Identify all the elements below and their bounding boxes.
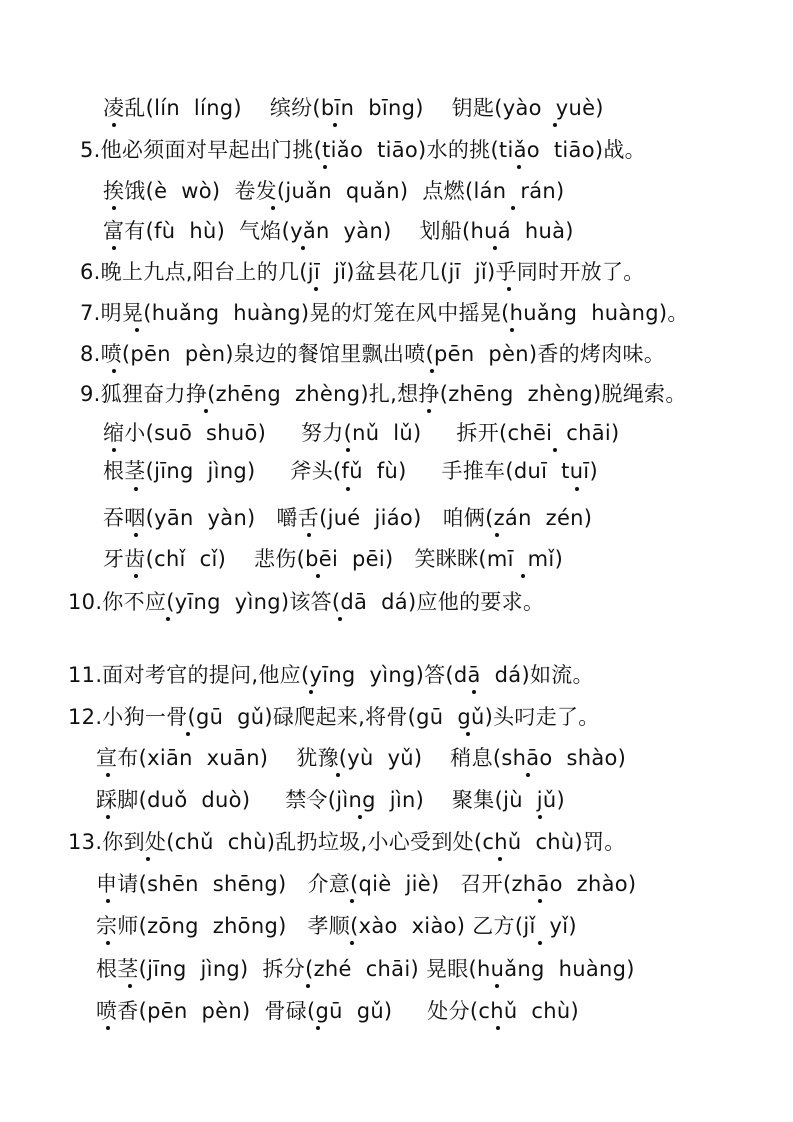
line-13: 10.你不应(yīng yìng)该答(dā dá)应他的要求。 [68,590,545,614]
line-3: 挨饿(è wò) 卷发(juǎn quǎn) 点燃(lán rán) [103,179,565,203]
emphasis-dot [496,1026,500,1030]
emphasis-dot [314,287,318,291]
emphasis-dot [553,448,557,452]
emphasis-dot [511,206,515,210]
emphasis-dot [466,732,470,736]
emphasis-dot [307,533,311,537]
line-1: 凌乱(lín líng) 缤纷(bīn bīng) 钥匙(yào yuè) [103,96,604,120]
emphasis-dot [204,409,208,413]
emphasis-dot [493,246,497,250]
line-21: 根茎(jīng jìng) 拆分(zhé chāi) 晃眼(huǎng huàng) [96,957,635,981]
emphasis-dot [106,899,110,903]
line-12: 牙齿(chǐ cǐ) 悲伤(bēi pēi) 笑眯眯(mī mǐ) [103,547,564,571]
emphasis-dot [306,984,310,988]
line-16: 宣布(xiān xuān) 犹豫(yù yǔ) 稍息(shāo shào) [96,746,627,770]
emphasis-dot [106,941,110,945]
emphasis-dot [271,206,275,210]
emphasis-dot [112,206,116,210]
line-6: 7.明晃(huǎng huàng)晃的灯笼在风中摇晃(huǎng huàng)。 [80,301,689,325]
line-10: 根茎(jīng jìng) 斧头(fǔ fù) 手推车(duī tuī) [103,459,598,483]
emphasis-dot [350,941,354,945]
emphasis-dot [346,448,350,452]
emphasis-dot [128,984,132,988]
emphasis-dot [338,617,342,621]
line-19: 申请(shēn shēng) 介意(qiè jiè) 召开(zhāo zhào) [96,872,637,896]
emphasis-dot [472,690,476,694]
emphasis-dot [553,123,557,127]
emphasis-dot [358,815,362,819]
emphasis-dot [350,899,354,903]
emphasis-dot [106,1026,110,1030]
emphasis-dot [526,773,530,777]
line-9: 缩小(suō shuō) 努力(nǔ lǔ) 拆开(chēi chāi) [103,421,620,445]
line-2: 5.他必须面对早起出门挑(tiǎo tiāo)水的挑(tiǎo tiāo)战。 [80,138,646,162]
emphasis-dot [106,815,110,819]
line-11: 吞咽(yān yàn) 嚼舌(jué jiáo) 咱俩(zán zén) [103,506,593,530]
emphasis-dot [112,369,116,373]
emphasis-dot [495,533,499,537]
line-20: 宗师(zōng zhōng) 孝顺(xào xiào) 乙方(jǐ yǐ) [96,914,577,938]
line-18: 13.你到处(chǔ chù)乱扔垃圾,小心受到处(chǔ chù)罚。 [68,830,626,854]
line-22: 喷香(pēn pèn) 骨碌(gū gǔ) 处分(chǔ chù) [96,999,579,1023]
emphasis-dot [521,574,525,578]
line-5: 6.晚上九点,阳台上的几(jī jǐ)盆县花几(jī jǐ)乎同时开放了。 [80,260,645,284]
emphasis-dot [134,487,138,491]
emphasis-dot [333,123,337,127]
emphasis-dot [316,574,320,578]
emphasis-dot [507,287,511,291]
line-14: 11.面对考官的提问,他应(yīng yìng)答(dā dá)如流。 [68,663,594,687]
emphasis-dot [316,1026,320,1030]
emphasis-dot [146,857,150,861]
emphasis-dot [517,165,521,169]
emphasis-dot [538,941,542,945]
emphasis-dot [134,533,138,537]
emphasis-dot [498,857,502,861]
emphasis-dot [134,574,138,578]
line-4: 富有(fù hù) 气焰(yǎn yàn) 划船(huá huà) [103,219,574,243]
emphasis-dot [538,899,542,903]
emphasis-dot [112,448,116,452]
emphasis-dot [309,690,313,694]
emphasis-dot [495,984,499,988]
line-15: 12.小狗一骨(gū gǔ)碌爬起来,将骨(gū gǔ)头叼走了。 [68,705,600,729]
line-7: 8.喷(pēn pèn)泉边的餐馆里飘出喷(pēn pèn)香的烤肉味。 [80,342,666,366]
emphasis-dot [538,815,542,819]
emphasis-dot [186,732,190,736]
emphasis-dot [166,617,170,621]
emphasis-dot [112,123,116,127]
emphasis-dot [430,369,434,373]
line-17: 踩脚(duǒ duò) 禁令(jìng jìn) 聚集(jù jǔ) [96,788,566,812]
emphasis-dot [575,487,579,491]
emphasis-dot [135,328,139,332]
emphasis-dot [112,246,116,250]
emphasis-dot [336,773,340,777]
emphasis-dot [106,773,110,777]
line-8: 9.狐狸奋力挣(zhēng zhèng)扎,想挣(zhēng zhèng)脱绳索。 [80,382,687,406]
emphasis-dot [346,487,350,491]
emphasis-dot [323,165,327,169]
emphasis-dot [301,246,305,250]
emphasis-dot [427,409,431,413]
emphasis-dot [510,328,514,332]
